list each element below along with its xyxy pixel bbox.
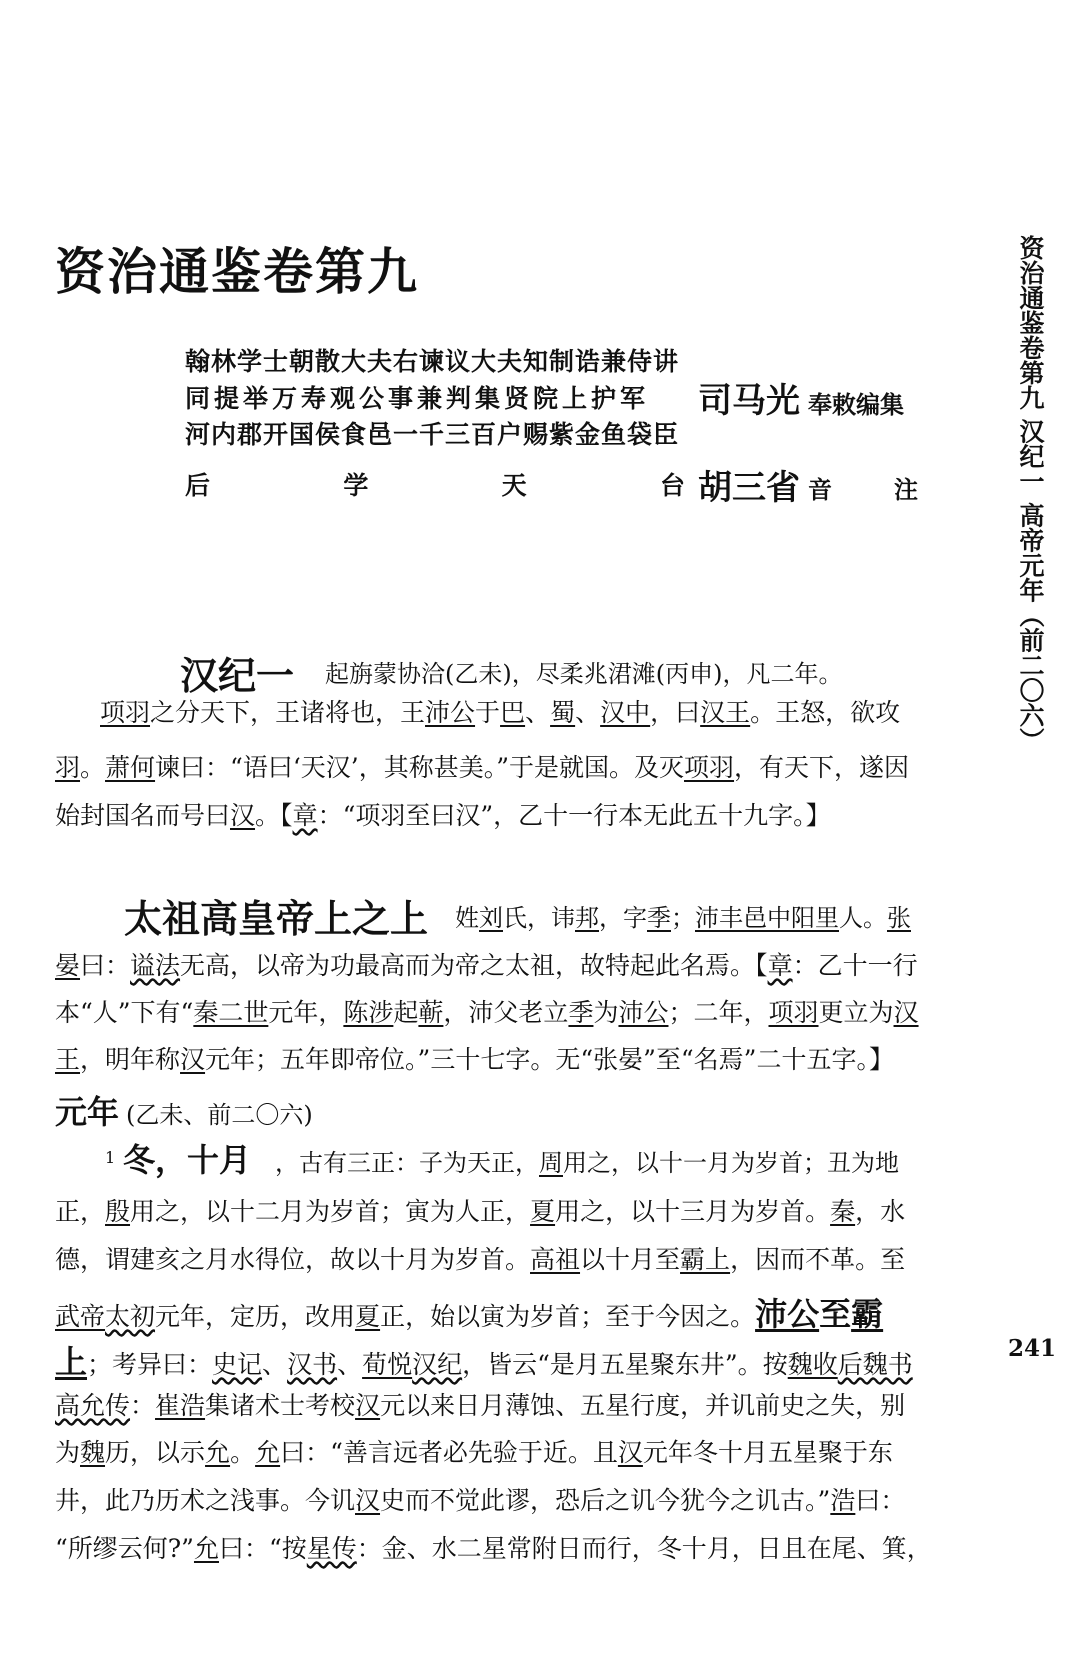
text-run: 曰：	[855, 1486, 906, 1515]
byline-char: 学	[343, 471, 369, 500]
text-run: ，曰	[650, 698, 701, 727]
text-run: 元以来日月薄蚀、五星行度，并讥前史之失，别	[380, 1391, 906, 1420]
text-run: 起	[393, 998, 419, 1027]
year-heading: 元年	[55, 1093, 120, 1131]
proper-noun: 汉	[355, 1486, 381, 1515]
text-run: ，水	[855, 1197, 906, 1226]
text-run: 、	[525, 698, 551, 727]
book-title-ref: 史记	[212, 1350, 263, 1379]
proper-noun: 允	[205, 1438, 231, 1467]
text-run: 用之，以十二月为岁首；寅为人正，	[130, 1197, 531, 1226]
text-run: 历，以示	[105, 1438, 206, 1467]
byline-char: 天	[501, 471, 527, 500]
proper-noun: 羽	[55, 753, 81, 782]
text-line	[55, 1240, 905, 1276]
text-line	[55, 1481, 905, 1517]
text-run: ；考异曰：	[87, 1350, 213, 1379]
byline-char: 后	[185, 471, 211, 500]
proper-noun: 张	[887, 904, 911, 932]
byline-line-1: 翰林学士朝散大夫右谏议大夫知制诰兼侍讲	[185, 347, 680, 376]
entry-number: 1	[105, 1148, 116, 1167]
text-run: 为	[593, 998, 619, 1027]
proper-noun: 蕲	[418, 998, 444, 1027]
text-run: 曰：“按	[218, 1534, 307, 1563]
year-note: (乙未、前二〇六)	[126, 1101, 313, 1129]
text-run: 用之，以十一月为岁首；丑为地	[563, 1149, 899, 1177]
proper-noun: 沛公	[425, 698, 476, 727]
proper-noun: 巴	[500, 698, 526, 727]
text-line	[55, 1386, 905, 1422]
proper-noun: 高祖	[530, 1245, 581, 1274]
proper-noun: 浩	[830, 1486, 856, 1515]
proper-noun: 章	[292, 801, 318, 830]
text-run: 史而不觉此谬，恐后之讥今犹今之讥古。”	[380, 1486, 831, 1515]
proper-noun: 秦	[830, 1197, 856, 1226]
proper-noun: 夏	[355, 1302, 381, 1331]
proper-noun: 汉王	[700, 698, 751, 727]
author-role-1: 奉敕编集	[808, 390, 904, 419]
proper-noun: 魏收	[787, 1350, 838, 1379]
text-run: ；	[671, 904, 695, 932]
text-line	[55, 946, 918, 982]
text-run: ，沛父老立	[443, 998, 569, 1027]
text-line	[55, 993, 919, 1029]
proper-noun: 王	[55, 1045, 81, 1074]
text-run: 人。	[839, 904, 887, 932]
proper-noun: 季	[647, 904, 671, 932]
proper-noun: 项羽	[768, 998, 819, 1027]
text-run: ，皆云“是月五星聚东井”。按	[462, 1350, 788, 1379]
text-run: 更立为	[818, 998, 894, 1027]
proper-noun: 汉	[230, 801, 256, 830]
text-run: ：“项羽至曰汉”，乙十一行本无此五十九字。】	[317, 801, 831, 830]
byline-line-3: 河内郡开国侯食邑一千三百户赐紫金鱼袋臣	[185, 420, 680, 449]
text-run: ，古有三正：子为天正，	[275, 1149, 539, 1177]
text-run: 正，	[55, 1197, 106, 1226]
proper-noun: 季	[568, 998, 594, 1027]
proper-noun: 霸上	[680, 1245, 731, 1274]
text-line	[100, 700, 900, 725]
proper-noun: 萧何	[105, 753, 156, 782]
text-run: 用之，以十三月为岁首。	[555, 1197, 831, 1226]
role-char: 音	[808, 475, 832, 504]
text-run: 。	[230, 1438, 256, 1467]
book-title-ref: 汉书	[287, 1350, 338, 1379]
proper-noun: 汉	[617, 1438, 643, 1467]
text-run: ：乙十一行	[792, 951, 918, 980]
book-title-ref: 谥法	[130, 951, 181, 980]
proper-noun: 允	[255, 1438, 281, 1467]
text-run: 至	[819, 1295, 852, 1333]
text-run: 、	[337, 1350, 363, 1379]
text-run: ；二年，	[668, 998, 769, 1027]
text-run: 以十月至	[580, 1245, 681, 1274]
proper-noun: 晏	[55, 951, 81, 980]
proper-noun: 沛公	[755, 1295, 820, 1333]
proper-noun: 汉	[893, 998, 919, 1027]
text-line	[55, 1433, 893, 1469]
text-run: 、	[575, 698, 601, 727]
proper-noun: 魏	[80, 1438, 106, 1467]
text-line	[55, 796, 831, 832]
text-line	[55, 748, 909, 784]
book-title-ref: 高允传	[55, 1391, 131, 1420]
text-line	[275, 1143, 899, 1178]
proper-noun: 霸	[851, 1295, 884, 1333]
text-run: ，明年称	[80, 1045, 181, 1074]
proper-noun: 刘	[479, 904, 503, 932]
role-char: 注	[894, 475, 918, 504]
author-hu-sansheng: 胡三省	[698, 468, 800, 508]
byline-char: 台	[659, 471, 685, 500]
proper-noun: 周	[539, 1149, 563, 1177]
text-run: 曰：	[80, 951, 131, 980]
proper-noun: 秦二世	[193, 998, 269, 1027]
proper-noun: 陈涉	[343, 998, 394, 1027]
chapter-note: 起旃蒙协洽(乙未)，尽柔兆涒滩(丙申)，凡二年。	[325, 660, 843, 688]
text-run: 始封国名而号曰	[55, 801, 231, 830]
proper-noun: 汉	[355, 1391, 381, 1420]
text-line	[55, 1337, 913, 1383]
text-line	[55, 1289, 883, 1335]
proper-noun: 蜀	[550, 698, 576, 727]
byline-line-4	[185, 466, 685, 502]
proper-noun: 允	[193, 1534, 219, 1563]
text-run: 井，此乃历术之浅事。今讥	[55, 1486, 356, 1515]
text-run: 集诸术士考校	[205, 1391, 356, 1420]
text-line	[55, 1529, 932, 1565]
proper-noun: 沛公	[618, 998, 669, 1027]
author-role-2	[808, 470, 918, 505]
proper-noun: 章	[767, 951, 793, 980]
text-run: ：	[130, 1391, 156, 1420]
text-line	[455, 898, 911, 933]
entry-title: 冬，十月	[123, 1141, 252, 1179]
author-sima-guang: 司马光	[698, 381, 800, 421]
proper-noun: 荀悦	[362, 1350, 413, 1379]
page-number: 241	[1008, 1335, 1057, 1362]
book-title-ref: 后魏书	[837, 1350, 913, 1379]
text-line	[55, 1192, 905, 1228]
text-run: ：金、水二星常附日而行，冬十月，日且在尾、箕，	[356, 1534, 932, 1563]
text-run: 谏曰：“语曰‘天汉’，其称甚美。”于是就国。及灭	[155, 753, 685, 782]
text-run: “所缪云何?”	[55, 1534, 194, 1563]
text-run: 本“人”下有“	[55, 998, 194, 1027]
proper-noun: 殷	[105, 1197, 131, 1226]
text-run: 无高，以帝为功最高而为帝之太祖，故特起此名焉。【	[180, 951, 768, 980]
text-run: 元年，定历，改用	[155, 1302, 356, 1331]
text-run: 姓	[455, 904, 479, 932]
text-run: 正，始以寅为岁首；至于今因之。	[380, 1302, 756, 1331]
text-run: 元年；五年即帝位。”三十七字。无“张晏”至“名焉”二十五字。】	[205, 1045, 894, 1074]
text-run: 。	[80, 753, 106, 782]
proper-noun: 武帝	[55, 1302, 106, 1331]
proper-noun: 项羽	[100, 698, 151, 727]
book-title-ref: 汉纪	[412, 1350, 463, 1379]
text-run: ，有天下，遂因	[734, 753, 910, 782]
text-run: 氏，讳	[503, 904, 575, 932]
proper-noun: 汉中	[600, 698, 651, 727]
text-run: 、	[262, 1350, 288, 1379]
text-run: ，因而不革。至	[730, 1245, 906, 1274]
book-title-ref: 星传	[306, 1534, 357, 1563]
proper-noun: 崔浩	[155, 1391, 206, 1420]
proper-noun: 夏	[530, 1197, 556, 1226]
proper-noun: 上	[55, 1343, 88, 1381]
text-run: 曰：“善言远者必先验于近。且	[280, 1438, 618, 1467]
text-run: 。【	[255, 801, 293, 830]
emperor-heading: 太祖高皇帝上之上	[124, 897, 429, 941]
text-run: 德，谓建亥之月水得位，故以十月为岁首。	[55, 1245, 531, 1274]
text-run: 元年冬十月五星聚于东	[642, 1438, 893, 1467]
proper-noun: 项羽	[684, 753, 735, 782]
book-title: 资治通鉴卷第九	[55, 243, 419, 301]
text-run: ，字	[599, 904, 647, 932]
text-run: 之分天下，王诸将也，王	[150, 698, 426, 727]
text-line	[55, 1040, 894, 1076]
byline-line-2: 同提举万寿观公事兼判集贤院上护军	[185, 384, 650, 413]
text-run: 。王怒，欲攻	[750, 698, 901, 727]
chapter-heading: 汉纪一	[180, 654, 295, 698]
proper-noun: 邦	[575, 904, 599, 932]
text-run: 为	[55, 1438, 81, 1467]
proper-noun: 沛丰邑中阳里	[695, 904, 839, 932]
era-name: 太初	[105, 1302, 156, 1331]
proper-noun: 汉	[180, 1045, 206, 1074]
running-head: 资治通鉴卷第九 汉纪一 高帝元年（前二〇六）	[1016, 235, 1045, 753]
text-run: 于	[475, 698, 501, 727]
text-run: 元年，	[268, 998, 344, 1027]
